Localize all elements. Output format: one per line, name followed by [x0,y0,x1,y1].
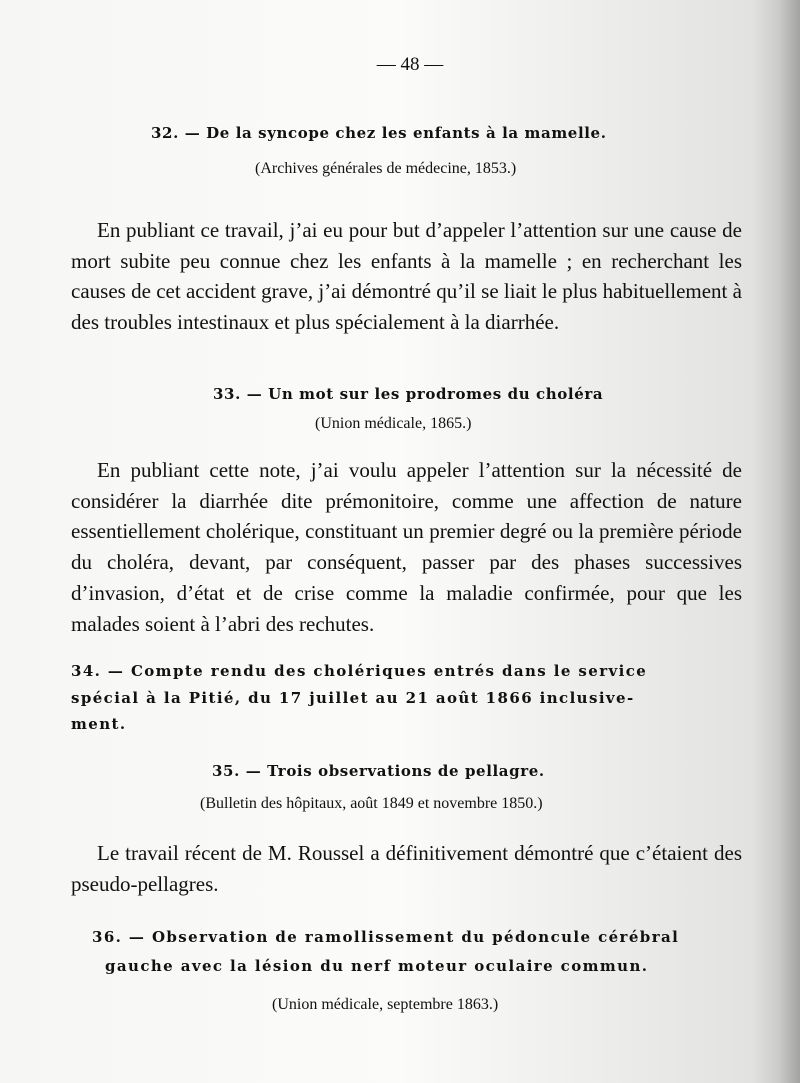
section-36-title-line-1: 36. — Observation de ramollissement du pédoncule cérébral [92,928,680,946]
section-33-title: 33. — Un mot sur les prodromes du choléra [213,385,604,403]
page-number: — 48 — [376,54,444,75]
section-36-title-line-2: gauche avec la lésion du nerf moteur oculaire commun. [105,957,649,975]
section-33-source: (Union médicale, 1865.) [315,415,472,432]
section-32-title: 32. — De la syncope chez les enfants à la mamelle. [151,124,607,142]
section-32-source: (Archives générales de médecine, 1853.) [255,160,517,177]
section-34-title-line-2: spécial à la Pitié, du 17 juillet au 21 août 1866 inclusive- [71,689,635,707]
section-35-body: Le travail récent de M. Roussel a définitivement démontré que c’étaient des pseudo-pellagres. [71,841,742,896]
section-34-title-line-1: 34. — Compte rendu des cholériques entrés dans le service [71,662,648,680]
section-33-body: En publiant cette note, j’ai voulu appeler l’attention sur la nécessité de considérer la diarrhée dite prémonitoire, comme une affection de nature essentiellement cholérique, constituant un premier degré ou la première période du choléra, devant, par conséquent, passer par des phases successives d’invasion, d’état et de crise comme la maladie confirmée, pour que les malades soient à l’abri des rechutes. [71,458,742,636]
section-34-title-line-3: ment. [71,715,127,733]
section-32-body: En publiant ce travail, j’ai eu pour but d’appeler l’attention sur une cause de mort subite peu connue chez les enfants à la mamelle ; en recherchant les causes de cet accident grave, j’ai démontré qu’il se liait le plus habituellement à des troubles intestinaux et plus spécialement à la diarrhée. [71,218,742,335]
section-35-source: (Bulletin des hôpitaux, août 1849 et novembre 1850.) [200,795,543,812]
section-36-source: (Union médicale, septembre 1863.) [272,996,499,1013]
page-edge-shadow [778,0,800,1083]
section-35-title: 35. — Trois observations de pellagre. [212,762,545,780]
